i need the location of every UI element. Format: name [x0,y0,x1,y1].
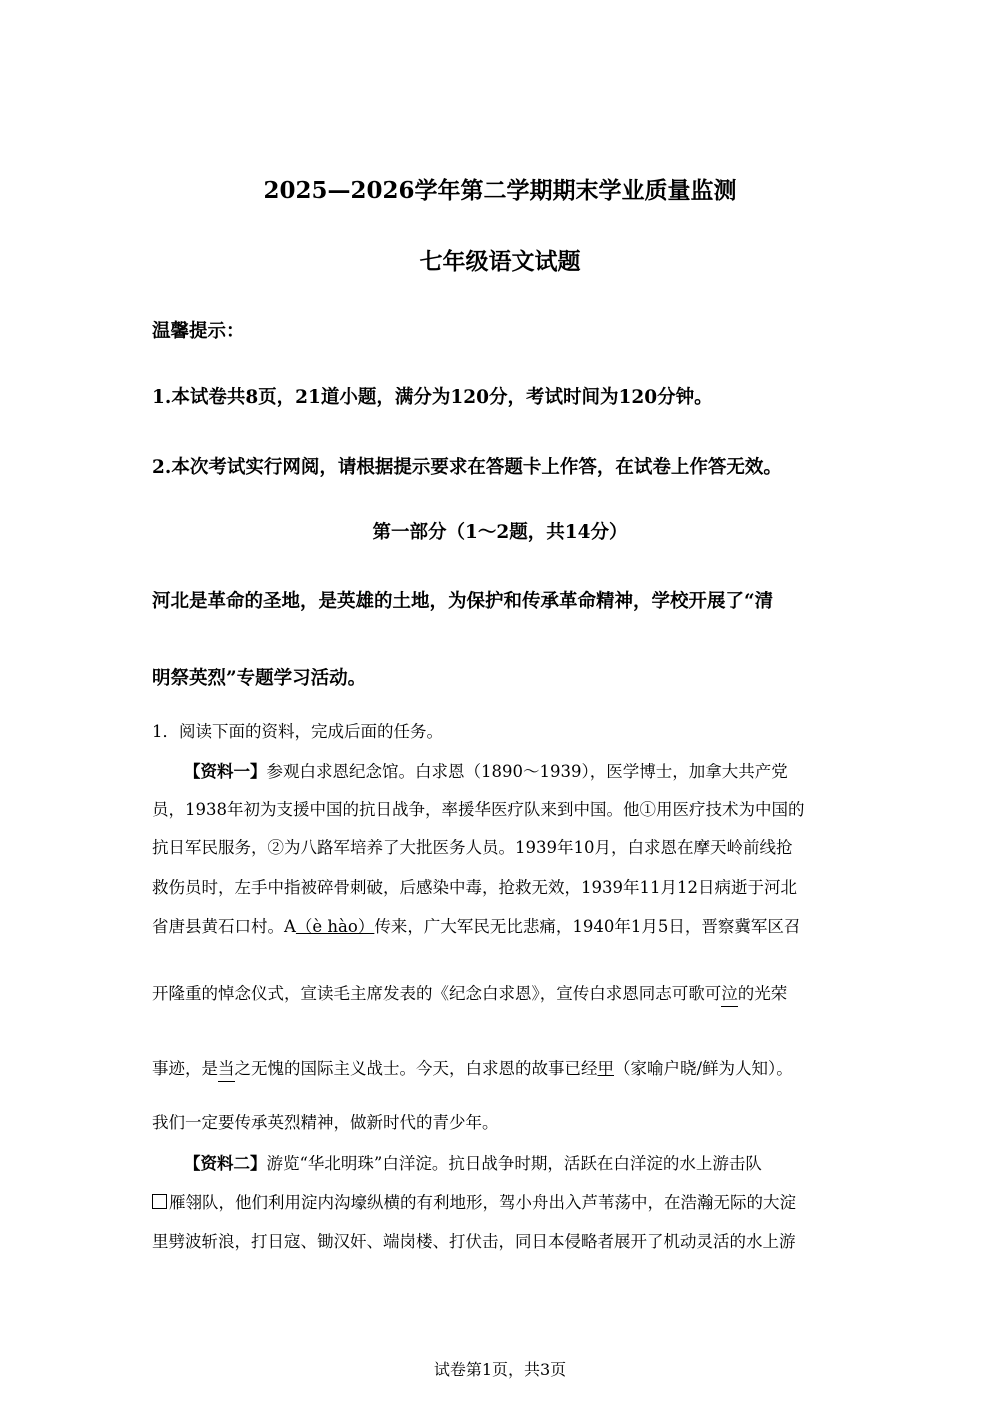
material-1-text: 参观白求恩纪念馆。白求恩（1890～1939），医学博士，加拿大共产党 [266,762,788,781]
part1-intro-line-1: 河北是革命的圣地，是英雄的土地，为保护和传承革命精神，学校开展了“清 [152,591,774,612]
line-5-post: 传来，广大军民无比悲痛，1940年1月5日，晋察冀军区召 [374,917,801,936]
part1-heading: 第一部分（1～2题，共14分） [372,522,628,543]
material-1-line-2: 员，1938年初为支援中国的抗日战争，率援华医疗队来到中国。他①用医疗技术为中国的 [152,800,805,819]
material-1-line-6 [152,980,852,1004]
notice-item-1: 1.本试卷共8页，21道小题，满分为120分，考试时间为120分钟。 [152,387,713,408]
material-2-line-2-text: 雁翎队，他们利用淀内沟壕纵横的有利地形，驾小舟出入芦苇荡中，在浩瀚无际的大淀 [169,1193,796,1212]
line-6-pre: 开隆重的悼念仪式，宣读毛主席发表的《纪念白求恩》，宣传白求恩同志可歌可 [152,984,722,1003]
line-7-pre: 事迹，是 [152,1059,218,1078]
blank-box-icon [152,1194,167,1209]
material-2-line-1 [184,1150,852,1174]
material-2-line-3: 里劈波斩浪，打日寇、锄汉奸、端岗楼、打伏击，同日本侵略者展开了机动灵活的水上游 [152,1232,796,1251]
notice-item-2: 2.本次考试实行网阅，请根据提示要求在答题卡上作答，在试卷上作答无效。 [152,457,782,478]
marked-char-dang: 当 [218,1055,235,1079]
line-7-mid: 之无愧的国际主义战士。今天，白求恩的故事已经 [234,1059,598,1078]
page-footer: 试卷第1页，共3页 [433,1360,567,1379]
exam-title: 2025—2026学年第二学期期末学业质量监测 [263,177,737,204]
marked-char-qi: 泣 [721,980,738,1004]
line-5-pre: 省唐县黄石口村。A [152,917,296,936]
line-6-post: 的光荣 [737,984,788,1003]
material-1-line-7 [152,1055,852,1079]
material-1-line-5 [152,913,852,937]
material-1-line-8: 我们一定要传承英烈精神，做新时代的青少年。 [152,1113,499,1132]
part1-intro-line-2: 明祭英烈”专题学习活动。 [152,668,367,689]
marked-char-jia: 甲 [597,1059,614,1078]
material-1-label: 【资料一】 [184,762,267,781]
exam-subtitle: 七年级语文试题 [419,248,581,275]
material-2-text: 游览“华北明珠”白洋淀。抗日战争时期，活跃在白洋淀的水上游击队 [266,1154,762,1173]
material-1-line-3: 抗日军民服务，②为八路军培养了大批医务人员。1939年10月，白求恩在摩天岭前线抢 [152,838,793,857]
question-1-stem: 1．阅读下面的资料，完成后面的任务。 [152,722,443,741]
material-2-line-2 [152,1189,852,1213]
material-1-line-1 [184,758,852,782]
notice-heading: 温馨提示： [152,321,245,342]
material-1-line-4: 救伤员时，左手中指被碎骨刺破，后感染中毒，抢救无效，1939年11月12日病逝于河北 [152,878,797,897]
line-7-post: （家喻户晓/鲜为人知）。 [614,1059,793,1078]
material-2-label: 【资料二】 [184,1154,267,1173]
pinyin-blank: （è hào） [295,917,375,936]
